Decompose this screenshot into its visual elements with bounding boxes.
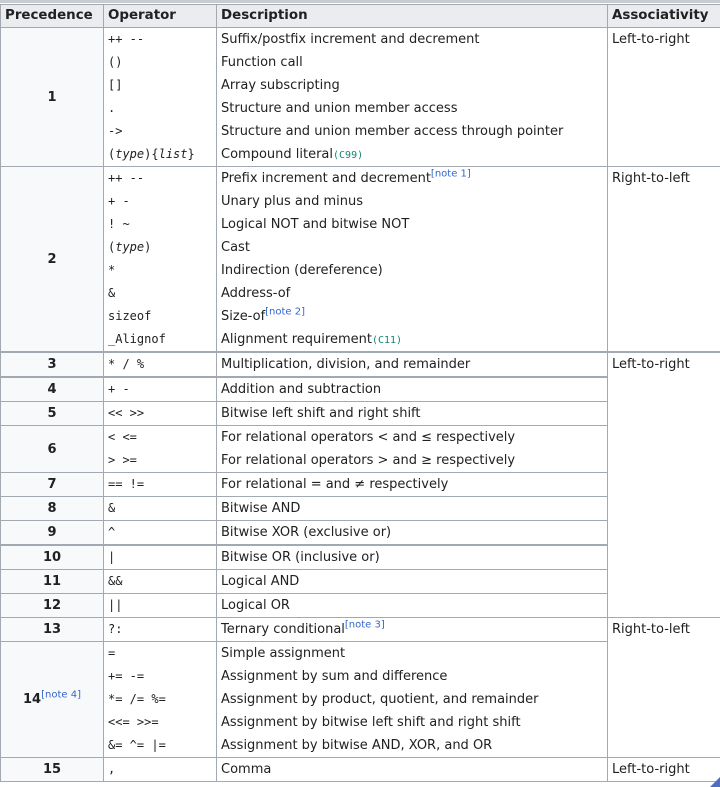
operator-text: .: [108, 101, 116, 115]
operator-text: sizeof: [108, 309, 152, 323]
operator-text: &&: [108, 574, 123, 588]
precedence-cell: [1, 167, 104, 353]
table-row: [1, 758, 720, 782]
description-text: Bitwise AND: [221, 501, 301, 516]
associativity-cell: [608, 758, 720, 782]
description-cell: [217, 426, 608, 473]
precedence-value: 12: [42, 598, 62, 613]
operator-line: [108, 143, 216, 166]
description-cell: [217, 521, 608, 546]
description-cell: [217, 642, 608, 758]
operator-text: ++ --: [108, 171, 145, 185]
operator-cell: [104, 521, 217, 546]
operator-cell: [104, 497, 217, 521]
description-line: [221, 688, 607, 711]
description-text: Assignment by product, quotient, and remainder: [221, 692, 539, 707]
operator-text: &: [108, 286, 116, 300]
description-text: Suffix/postfix increment and decrement: [221, 32, 480, 47]
operator-text: }: [187, 147, 195, 161]
description-line: [221, 74, 607, 97]
precedence-cell: [1, 618, 104, 642]
operator-text: (: [108, 147, 116, 161]
operator-text: |: [108, 550, 116, 564]
operator-line: [108, 473, 216, 496]
description-line: [221, 594, 607, 617]
operator-line: [108, 28, 216, 51]
description-line: [221, 449, 607, 472]
operator-line: [108, 282, 216, 305]
precedence-value: 8: [47, 501, 57, 516]
top-border: [0, 0, 720, 3]
operator-text: ^: [108, 525, 116, 539]
table-row: [1, 618, 720, 642]
footnote-link[interactable]: [note 3]: [344, 619, 385, 631]
operator-text: <<= >>=: [108, 715, 159, 729]
operator-text: []: [108, 78, 123, 92]
associativity-value: Left-to-right: [612, 32, 690, 47]
associativity-cell: [608, 28, 720, 167]
description-line: [221, 758, 607, 781]
operator-cell: [104, 426, 217, 473]
precedence-cell: [1, 521, 104, 546]
description-cell: [217, 167, 608, 353]
precedence-value: 5: [47, 406, 57, 421]
operator-placeholder: type: [115, 147, 145, 161]
operator-text: == !=: [108, 477, 145, 491]
header-description: Description: [217, 5, 608, 28]
header-operator: Operator: [104, 5, 217, 28]
description-text: Indirection (dereference): [221, 263, 383, 278]
description-text: Address-of: [221, 286, 291, 301]
precedence-cell: [1, 545, 104, 570]
operator-line: [108, 570, 216, 593]
footnote-link[interactable]: [note 4]: [41, 689, 81, 701]
operator-line: [108, 97, 216, 120]
description-line: [221, 97, 607, 120]
precedence-cell: [1, 377, 104, 402]
operator-line: [108, 120, 216, 143]
description-text: Simple assignment: [221, 646, 346, 661]
description-line: [221, 167, 607, 190]
description-line: [221, 618, 607, 641]
operator-cell: [104, 28, 217, 167]
description-text: Ternary conditional: [221, 622, 345, 637]
operator-text: += -=: [108, 669, 145, 683]
precedence-cell: [1, 570, 104, 594]
operator-text: + -: [108, 382, 130, 396]
operator-line: [108, 213, 216, 236]
operator-line: [108, 688, 216, 711]
description-line: [221, 328, 607, 351]
description-cell: [217, 473, 608, 497]
description-text: For relational operators > and ≥ respectively: [221, 453, 516, 468]
operator-text: =: [108, 646, 116, 660]
description-line: [221, 190, 607, 213]
operator-text: < <=: [108, 430, 137, 444]
operator-text: ++ --: [108, 32, 145, 46]
description-cell: [217, 545, 608, 570]
description-cell: [217, 497, 608, 521]
description-line: [221, 120, 607, 143]
operator-text: ||: [108, 598, 123, 612]
operator-text: (): [108, 55, 123, 69]
header-row: [1, 5, 720, 28]
description-line: [221, 28, 607, 51]
operator-line: [108, 305, 216, 328]
operator-text: + -: [108, 194, 130, 208]
precedence-value: 6: [47, 441, 57, 457]
precedence-value: 7: [47, 477, 57, 492]
description-text: Function call: [221, 55, 303, 70]
description-cell: [217, 570, 608, 594]
corner-resize-icon: [710, 777, 720, 787]
precedence-cell: [1, 642, 104, 758]
operator-placeholder: type: [115, 240, 145, 254]
operator-text: * / %: [108, 357, 145, 371]
operator-line: [108, 167, 216, 190]
operator-text: (: [108, 240, 116, 254]
operator-cell: [104, 758, 217, 782]
operator-line: [108, 51, 216, 74]
table-row: [1, 28, 720, 167]
description-text: Logical OR: [221, 598, 290, 613]
operator-text: &: [108, 501, 116, 515]
operator-line: [108, 711, 216, 734]
associativity-cell: [608, 352, 720, 618]
description-cell: [217, 377, 608, 402]
description-cell: [217, 618, 608, 642]
description-line: [221, 497, 607, 520]
operator-cell: [104, 377, 217, 402]
table-body: [1, 28, 720, 782]
precedence-value: 1: [47, 89, 57, 105]
description-line: [221, 665, 607, 688]
operator-cell: [104, 594, 217, 618]
header-precedence: Precedence: [1, 5, 104, 28]
operator-line: [108, 642, 216, 665]
associativity-cell: [608, 618, 720, 758]
table-row: [1, 352, 720, 377]
description-text: Bitwise OR (inclusive or): [221, 550, 380, 565]
description-line: [221, 143, 607, 166]
operator-cell: [104, 167, 217, 353]
description-text: Compound literal: [221, 147, 334, 162]
associativity-value: Right-to-left: [612, 171, 690, 186]
description-line: [221, 402, 607, 425]
precedence-cell: [1, 473, 104, 497]
operator-line: [108, 594, 216, 617]
operator-line: [108, 402, 216, 425]
operator-cell: [104, 352, 217, 377]
operator-text: ){: [144, 147, 159, 161]
description-line: [221, 236, 607, 259]
operator-line: [108, 449, 216, 472]
description-text: Comma: [221, 762, 272, 777]
description-text: Structure and union member access: [221, 101, 458, 116]
description-line: [221, 282, 607, 305]
description-text: Addition and subtraction: [221, 382, 382, 397]
operator-text: << >>: [108, 406, 145, 420]
operator-line: [108, 758, 216, 781]
operator-line: [108, 259, 216, 282]
precedence-cell: [1, 352, 104, 377]
precedence-value: 15: [42, 762, 62, 777]
description-line: [221, 378, 607, 401]
operator-text: ->: [108, 124, 123, 138]
operator-cell: [104, 618, 217, 642]
description-cell: [217, 758, 608, 782]
operator-text: > >=: [108, 453, 137, 467]
standard-tag: (C11): [371, 335, 403, 346]
description-line: [221, 546, 607, 569]
operator-line: [108, 618, 216, 641]
operator-line: [108, 236, 216, 259]
description-line: [221, 213, 607, 236]
description-text: Logical AND: [221, 574, 300, 589]
header-associativity: Associativity: [608, 5, 720, 28]
description-text: For relational operators < and ≤ respectively: [221, 430, 516, 445]
precedence-value: 13: [42, 622, 62, 637]
operator-cell: [104, 642, 217, 758]
description-text: Cast: [221, 240, 250, 255]
precedence-value: 3: [47, 357, 57, 372]
description-line: [221, 734, 607, 757]
precedence-cell: [1, 758, 104, 782]
description-cell: [217, 28, 608, 167]
description-text: Multiplication, division, and remainder: [221, 357, 471, 372]
precedence-cell: [1, 426, 104, 473]
footnote-link[interactable]: [note 2]: [265, 306, 306, 318]
precedence-value: 14: [23, 692, 42, 707]
description-text: Structure and union member access through pointer: [221, 124, 564, 139]
description-text: For relational = and ≠ respectively: [221, 477, 449, 492]
description-line: [221, 521, 607, 544]
operator-line: [108, 74, 216, 97]
description-line: [221, 353, 607, 376]
operator-text: ,: [108, 762, 116, 776]
description-line: [221, 426, 607, 449]
associativity-value: Right-to-left: [612, 622, 690, 637]
description-text: Bitwise XOR (exclusive or): [221, 525, 392, 540]
table-row: [1, 167, 720, 353]
precedence-cell: [1, 402, 104, 426]
description-text: Logical NOT and bitwise NOT: [221, 217, 410, 232]
operator-line: [108, 734, 216, 757]
description-line: [221, 305, 607, 328]
operator-line: [108, 521, 216, 544]
operator-cell: [104, 473, 217, 497]
footnote-link[interactable]: [note 1]: [430, 168, 471, 180]
operator-placeholder: list: [158, 147, 188, 161]
description-text: Assignment by sum and difference: [221, 669, 448, 684]
description-line: [221, 570, 607, 593]
operator-text: *= /= %=: [108, 692, 166, 706]
precedence-value: 9: [47, 525, 57, 540]
operator-text: &= ^= |=: [108, 738, 166, 752]
operator-text: _Alignof: [108, 332, 166, 346]
precedence-value: 10: [42, 550, 62, 565]
description-cell: [217, 402, 608, 426]
operator-line: [108, 378, 216, 401]
description-line: [221, 473, 607, 496]
description-text: Bitwise left shift and right shift: [221, 406, 421, 421]
operator-line: [108, 426, 216, 449]
description-text: Prefix increment and decrement: [221, 171, 431, 186]
precedence-cell: [1, 28, 104, 167]
associativity-value: Left-to-right: [612, 762, 690, 777]
description-line: [221, 259, 607, 282]
description-text: Unary plus and minus: [221, 194, 364, 209]
associativity-cell: [608, 167, 720, 353]
operator-text: ! ~: [108, 217, 130, 231]
standard-tag: (C99): [333, 150, 364, 161]
operator-text: *: [108, 263, 116, 277]
description-line: [221, 51, 607, 74]
description-text: Size-of: [221, 309, 266, 324]
precedence-value: 11: [42, 574, 62, 589]
description-text: Array subscripting: [221, 78, 340, 93]
operator-line: [108, 497, 216, 520]
description-cell: [217, 594, 608, 618]
operator-line: [108, 665, 216, 688]
operator-line: [108, 328, 216, 351]
precedence-cell: [1, 594, 104, 618]
description-text: Assignment by bitwise AND, XOR, and OR: [221, 738, 493, 753]
operator-precedence-table: [0, 4, 720, 782]
precedence-value: 4: [47, 382, 57, 397]
operator-cell: [104, 570, 217, 594]
operator-line: [108, 190, 216, 213]
associativity-value: Left-to-right: [612, 357, 690, 372]
operator-cell: [104, 402, 217, 426]
description-text: Alignment requirement: [221, 332, 372, 347]
operator-line: [108, 353, 216, 376]
operator-text: ?:: [108, 622, 123, 636]
precedence-cell: [1, 497, 104, 521]
precedence-value: 2: [47, 251, 57, 267]
operator-text: ): [144, 240, 152, 254]
description-cell: [217, 352, 608, 377]
description-line: [221, 711, 607, 734]
operator-cell: [104, 545, 217, 570]
operator-line: [108, 546, 216, 569]
description-line: [221, 642, 607, 665]
description-text: Assignment by bitwise left shift and right shift: [221, 715, 521, 730]
